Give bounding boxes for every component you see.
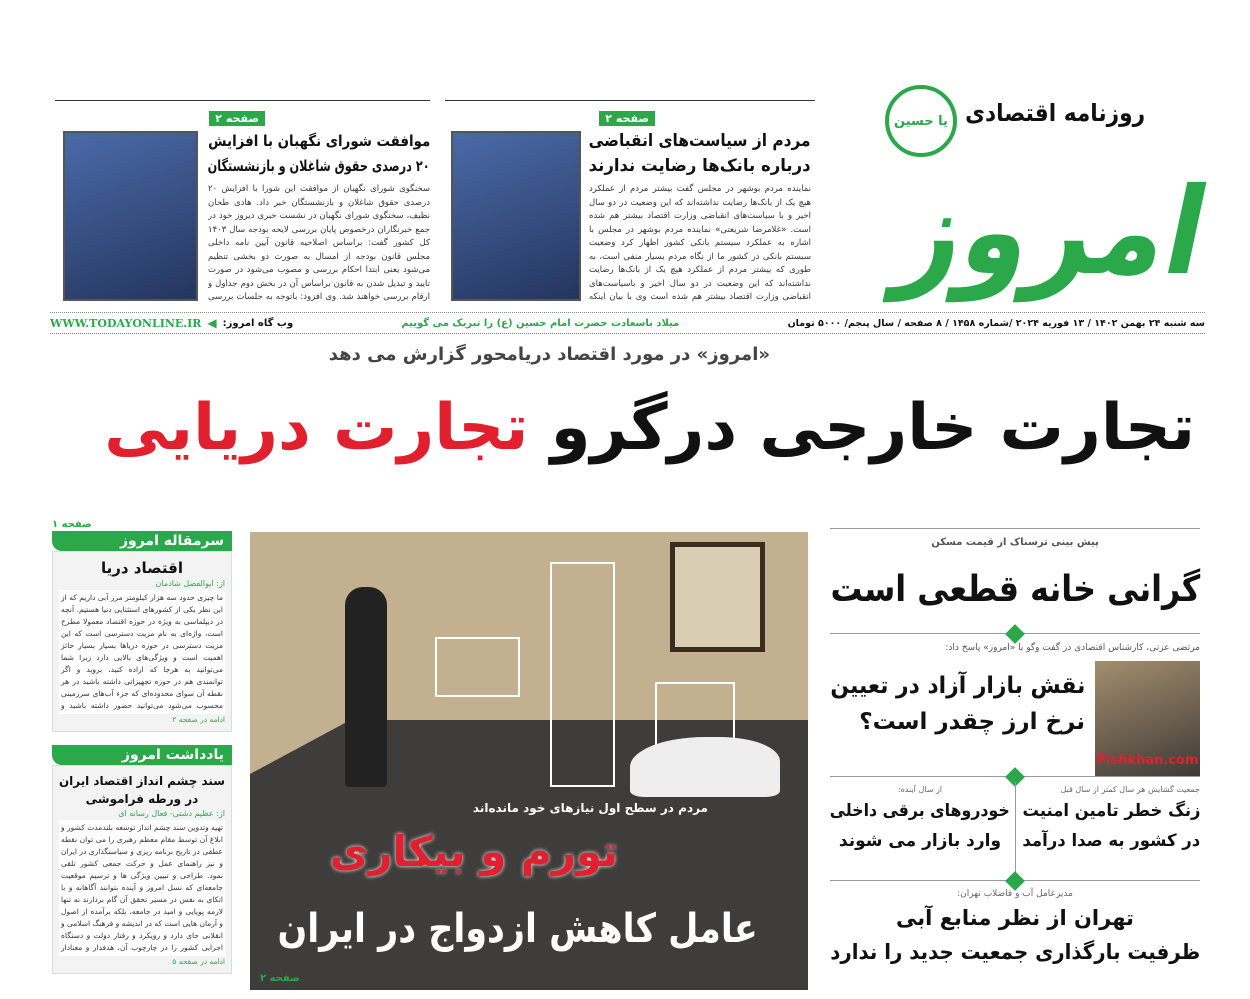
headline-line: مردم از سیاست‌های انقباضی	[589, 131, 811, 151]
note-title: در ورطه فراموشی	[85, 792, 199, 806]
editorial-author: از: ابوالفضل شادمان	[155, 579, 225, 588]
story-title: نقش بازار آزاد در تعیین	[830, 673, 1085, 699]
cartoon-feature[interactable]	[250, 532, 808, 990]
story-title: در کشور به صدا درآمد	[1022, 831, 1200, 851]
story-title: وارد بازار می شوند	[838, 831, 1002, 851]
story-title: زنگ خطر تامین امنیت	[1021, 801, 1200, 821]
page-tag: صفحه ۲	[599, 111, 655, 126]
dateline: سه شنبه ۲۴ بهمن ۱۴۰۲ / ۱۳ فوریه ۲۰۲۴ /شماره ۱۴۵۸ / ۸ صفحه / سال پنجم/ ۵۰۰۰ تومان	[787, 317, 1205, 329]
tv-illustration	[435, 637, 520, 697]
editorial-title: اقتصاد دریا	[100, 559, 184, 577]
story-title: گرانی خانه قطعی است	[830, 569, 1200, 610]
cartoon-kicker: مردم در سطح اول نیازهای خود مانده‌اند	[472, 801, 708, 815]
story-body: نماینده مردم بوشهر در مجلس گفت بیشتر مردم از عملکرد هیچ یک از بانک‌ها رضایت نداشته‌اند که این وضعیت در دو سال اخیر و با سیاست‌های انقباضی وزارت اقتصاد بیشتر هم شده است. «غلامرضا شریعتی» نماینده مردم بوشهر در مجلس با اشاره به عملکرد سیستم بانکی کشور اظهار کرد وضعیت سیستم بانکی در کشور ما از نگاه مردم بسیار منفی است، به طوری که بیشتر مردم از عملکرد هیچ یک از بانک‌ها رضایت نداشته‌اند که این وضعیت در دو سال اخیر و باسیاست‌های انقباضی وزارت اقتصاد بیشتر هم شده است وی با بیان اینکه	[589, 184, 811, 302]
main-headline-red: تجارت دریایی	[104, 391, 529, 465]
newspaper-subtitle: روزنامه اقتصادی	[965, 99, 1145, 127]
story-title: نرخ ارز چقدر است؟	[859, 709, 1085, 735]
emblem-icon: یا حسین	[885, 85, 957, 157]
window-illustration	[670, 542, 765, 652]
info-strip	[50, 312, 1205, 334]
top-story-salaries[interactable]	[55, 100, 430, 305]
story-kicker: از سال آینده:	[897, 785, 943, 794]
website-url[interactable]: WWW.TODAYONLINE.IR	[50, 316, 202, 330]
story-housing[interactable]	[830, 536, 1200, 620]
greeting: میلاد باسعادت حضرت امام حسین (ع) را تبریک می گوییم	[401, 317, 680, 329]
arrow-left-icon: ◀	[207, 316, 217, 330]
note-body: تهیه وتدوین سند چشم انداز توسعه بلندمدت کشور و ابلاغ آن توسط مقام معظم رهبری را می توان نقطه عطفی در تاریخ برنامه ریزی و سیاستگذاری در ایران و نیز راهنمای عمل و حرکت جمعی کشور تلقی نمود. طراحی و تبیین ویژگی ها و ترسیم موقعیت جامعه‌ای که نسل امروز و آینده بتوانند آگاهانه و با اتکای به نفس در مسیر تحقق آن گام بردارند نه تنها لازمه پویایی و امید در جامعه، بلکه برآمده از اصول و آرمان هایی است که در اندیشه و فرهنگ اسلامی و انقلابی جای دارد و رویکرد و رفتار دولت و دستگاه اجرایی کشور را در چارچوب آن، هدفدار و معنادار	[59, 820, 225, 956]
story-security[interactable]	[1022, 784, 1200, 856]
cartoon-headline: عامل کاهش ازدواج در ایران	[277, 906, 758, 952]
fridge-illustration	[550, 562, 615, 787]
page-tag: صفحه ۲	[209, 111, 265, 126]
cartoon-headline-red: تورم و بیکاری	[329, 827, 618, 876]
main-headline-black: تجارت خارجی درگرو	[550, 391, 1195, 465]
groom-illustration	[345, 587, 387, 787]
story-kicker: مرتضی عزتی، کارشناس اقتصادی در گفت وگو با «امروز» پاسخ داد:	[945, 643, 1200, 653]
headline-line: ۲۰ درصدی حقوق شاغلان و بازنشستگان	[208, 157, 430, 175]
note-box[interactable]	[52, 745, 232, 974]
bride-illustration	[630, 737, 780, 797]
right-column	[830, 528, 1200, 993]
page-tag: صفحه ۲	[260, 973, 300, 984]
note-author: از: عظیم دشتی- فعال رسانه ای	[118, 809, 225, 818]
story-currency[interactable]	[830, 668, 1085, 740]
story-title: تهران از نظر منابع آبی	[896, 906, 1134, 930]
continue-link[interactable]: ادامه در صفحه ۵	[172, 957, 225, 966]
story-kicker: مدیرعامل آب و فاضلاب تهران:	[957, 889, 1073, 899]
newspaper-logo: امروز	[887, 163, 1220, 302]
main-headline[interactable]	[55, 388, 1195, 468]
diamond-icon	[1005, 624, 1025, 644]
website-link[interactable]	[50, 316, 293, 330]
story-title: ظرفیت بارگذاری جمعیت جدید را ندارد	[829, 940, 1200, 964]
headline-line: موافقت شورای نگهبان با افزایش	[207, 132, 430, 150]
section-header: یادداشت امروز	[52, 745, 232, 765]
masthead	[875, 85, 1220, 310]
website-label: وب گاه امروز:	[222, 317, 294, 329]
section-header: سرمقاله امروز	[52, 531, 232, 551]
main-kicker: «امروز» در مورد اقتصاد دریامحور گزارش می دهد	[328, 344, 770, 365]
note-title: سند چشم انداز اقتصاد ایران	[59, 774, 225, 788]
story-kicker: جمعیت گشایش هر سال کمتر از سال قبل	[1060, 785, 1200, 794]
page-tag: صفحه ۱	[52, 519, 92, 530]
continue-link[interactable]: ادامه در صفحه ۲	[172, 715, 225, 724]
top-story-banks[interactable]	[445, 100, 815, 305]
headline-line: درباره بانک‌ها رضایت ندارند	[589, 156, 811, 176]
divider	[830, 528, 1200, 529]
photo-lawmaker	[451, 131, 581, 301]
divider	[1015, 782, 1016, 877]
story-kicker: پیش بینی ترسناک از قیمت مسکن	[931, 537, 1099, 548]
story-body: سخنگوی شورای نگهبان از موافقت این شورا با افزایش ۲۰ درصدی حقوق شاغلان و بازنشستگان خبر داد. هادی طحان نظیف، سخنگوی شورای نگهبان در نشست خبری دیروز خود در جمع خبرنگاران درخصوص پایان بررسی لایحه بودجه سال ۱۴۰۳ کل کشور گفت: براساس اصلاحیه قانون آیین نامه داخلی مجلس قانون بودجه از امسال به صورت دو بخشی تنظیم می‌شود یعنی ابتدا احکام بررسی و مصوب می‌شود در صورت تایید و تبدیل شدن به قانون براساس آن در بخش دوم جداول و ارقام بررسی خواهند شد. وی افزود: باتوجه به جلسات بررسی	[208, 184, 430, 302]
editorial-box[interactable]	[52, 518, 232, 732]
editorial-body: ما چیزی حدود سه هزار کیلومتر مرز آبی داریم که از این نظر یکی از کشورهای استثنایی دنیا هستیم. آنچه در دیپلماسی به ویژه در حوزه اقتصاد معمولا مطرح است، واژه‌ای به نام مزیت دسترسی است که این مزیت دسترسی در حوزه دریاها بسیار بسیار حائز اهمیت است و ویژگی‌های بالایی دارد زیرا شما می‌توانید به هرجا که اراده کنید، بروید و اگر توانمندی هم در حوزه تجهیزاتی داشته باشید در هر نقطه آن سوای محدوده‌ای که جزء آب‌های سرزمینی محسوب می‌شود می‌توانید حضور داشته باشید و	[59, 590, 225, 714]
story-electric-cars[interactable]	[830, 784, 1010, 856]
watermark: Pishkhan.com	[1096, 753, 1199, 768]
story-title: خودروهای برقی داخلی	[829, 801, 1010, 821]
story-tehran-water[interactable]	[830, 888, 1200, 969]
